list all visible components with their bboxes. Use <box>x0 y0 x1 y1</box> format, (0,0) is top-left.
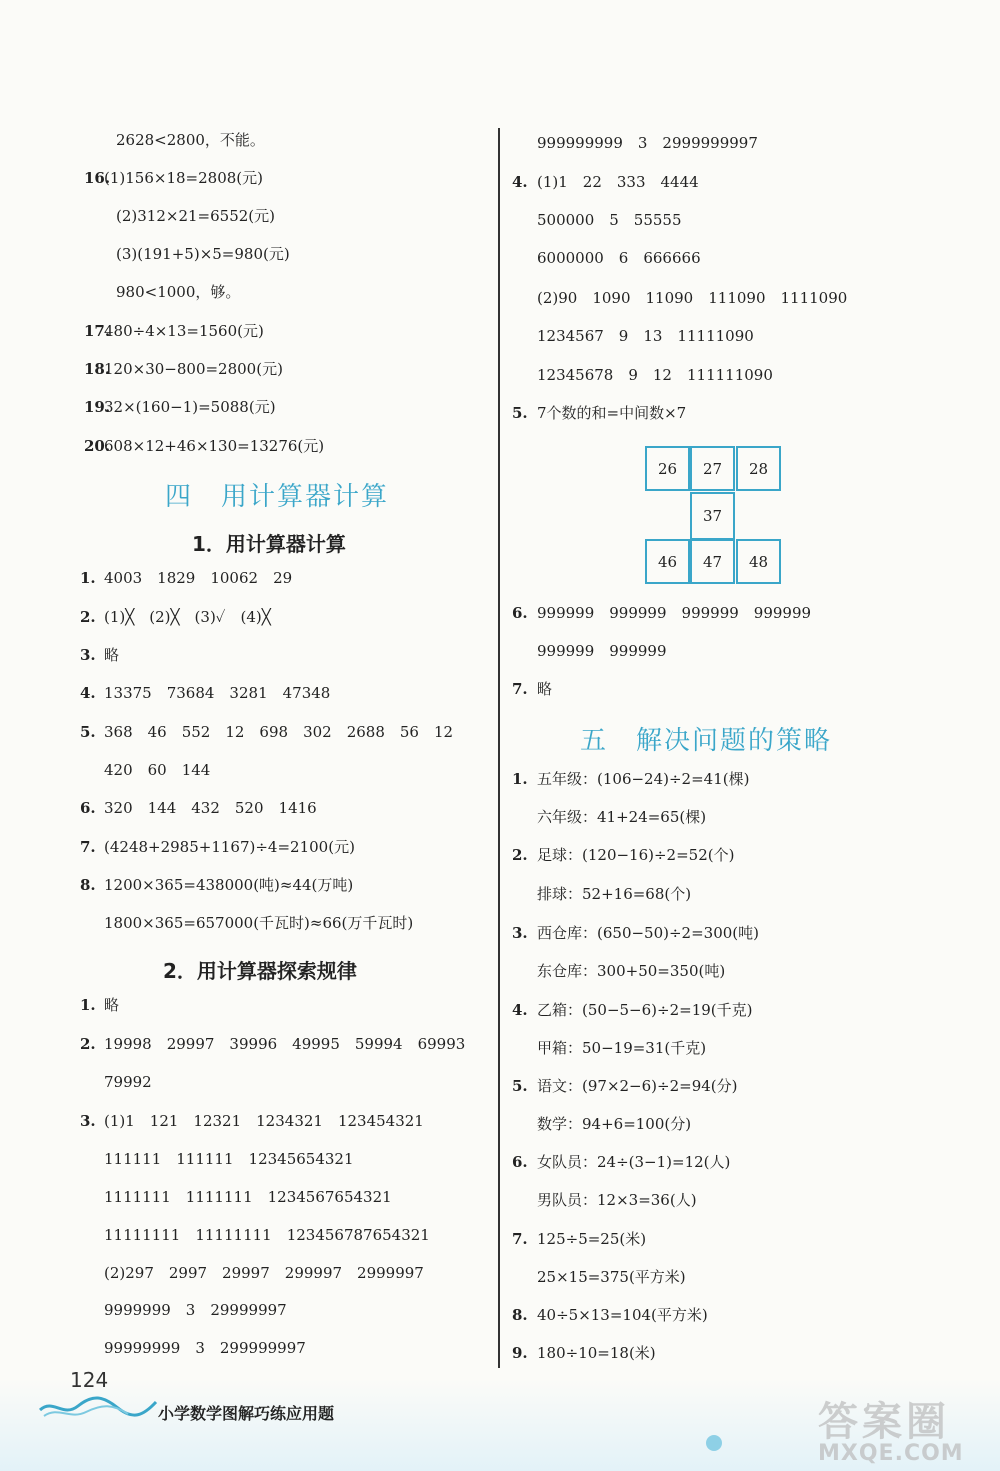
answer-text: 608×12+46×130=13276(元) <box>104 437 325 455</box>
grid-cell: 46 <box>645 539 690 584</box>
answer-text: 13375 73684 3281 47348 <box>104 684 331 702</box>
answer-text: 180÷10=18(米) <box>537 1344 656 1362</box>
answer-text: 99999999 3 299999997 <box>104 1339 306 1357</box>
answer-number: 5. <box>80 723 96 741</box>
answer-text: 排球：52+16=68(个) <box>537 885 692 903</box>
answer-text: 甲箱：50−19=31(千克) <box>537 1039 707 1057</box>
answer-text: 999999 999999 999999 999999 <box>537 604 812 622</box>
answer-text: 980<1000，够。 <box>116 283 241 301</box>
answer-text: 女队员：24÷(3−1)=12(人) <box>537 1153 731 1171</box>
answer-number: 6. <box>512 604 528 622</box>
answer-text: 79992 <box>104 1073 152 1091</box>
grid-cell: 27 <box>690 446 735 491</box>
answer-text: 12345678 9 12 111111090 <box>537 366 773 384</box>
answer-text: (1)1 22 333 4444 <box>537 173 699 191</box>
answer-number: 4. <box>80 684 96 702</box>
section-1-title: 1．用计算器计算 <box>192 532 346 556</box>
answer-text: 男队员：12×3=36(人) <box>537 1191 697 1209</box>
answer-text: 9999999 3 29999997 <box>104 1301 287 1319</box>
answer-number: 6. <box>512 1153 528 1171</box>
answer-text: (2)297 2997 29997 299997 2999997 <box>104 1264 424 1282</box>
chapter-4-title: 四 用计算器计算 <box>165 482 390 512</box>
answer-text: 略 <box>104 646 120 664</box>
answer-text: 32×(160−1)=5088(元) <box>104 398 276 416</box>
grid-cell: 47 <box>690 539 735 584</box>
watermark-url: MXQE.COM <box>818 1441 964 1466</box>
answer-number: 5. <box>512 404 528 422</box>
answer-text: 7个数的和=中间数×7 <box>537 404 687 422</box>
answer-number: 1. <box>80 996 96 1014</box>
answer-text: (2)312×21=6552(元) <box>116 207 275 225</box>
watermark-logo-text: 答案圈 <box>818 1399 950 1445</box>
answer-text: (1)156×18=2808(元) <box>104 169 263 187</box>
answer-text: 五年级：(106−24)÷2=41(棵) <box>537 770 750 788</box>
answer-number: 18. <box>84 360 111 378</box>
answer-text: 1800×365=657000(千瓦时)≈66(万千瓦时) <box>104 914 414 932</box>
section-2-title: 2．用计算器探索规律 <box>163 959 357 983</box>
answer-number: 2. <box>512 846 528 864</box>
watermark <box>818 1390 964 1466</box>
answer-text: 1200×365=438000(吨)≈44(万吨) <box>104 876 354 894</box>
answer-text: 足球：(120−16)÷2=52(个) <box>537 846 735 864</box>
decor-dot <box>706 1435 722 1451</box>
answer-number: 2. <box>80 1035 96 1053</box>
answer-number: 6. <box>80 799 96 817</box>
answer-text: (3)(191+5)×5=980(元) <box>116 245 290 263</box>
answer-text: 11111111 11111111 123456787654321 <box>104 1226 430 1244</box>
answer-number: 3. <box>80 646 96 664</box>
answer-text: (1)1 121 12321 1234321 123454321 <box>104 1112 424 1130</box>
answer-number: 9. <box>512 1344 528 1362</box>
answer-text: 2628<2800，不能。 <box>116 131 265 149</box>
answer-text: 25×15=375(平方米) <box>537 1268 686 1286</box>
answer-number: 8. <box>80 876 96 894</box>
answer-text: 999999999 3 2999999997 <box>537 134 758 152</box>
answer-number: 4. <box>512 173 528 191</box>
answer-number: 7. <box>512 1230 528 1248</box>
answer-number: 3. <box>512 924 528 942</box>
answer-text: 125÷5=25(米) <box>537 1230 647 1248</box>
answer-number: 5. <box>512 1077 528 1095</box>
answer-text: 19998 29997 39996 49995 59994 69993 <box>104 1035 466 1053</box>
chapter-5-title: 五 解决问题的策略 <box>580 726 833 756</box>
answer-text: 1111111 1111111 1234567654321 <box>104 1188 392 1206</box>
answer-text: 120×30−800=2800(元) <box>104 360 283 378</box>
column-divider <box>498 128 500 1368</box>
grid-cell: 37 <box>690 492 735 540</box>
page-number: 124 <box>70 1368 109 1392</box>
answer-text: 111111 111111 12345654321 <box>104 1150 354 1168</box>
answer-text: 320 144 432 520 1416 <box>104 799 317 817</box>
answer-number: 1. <box>512 770 528 788</box>
answer-text: 东仓库：300+50=350(吨) <box>537 962 726 980</box>
grid-cell: 26 <box>645 446 690 491</box>
answer-text: 数学：94+6=100(分) <box>537 1115 692 1133</box>
answer-number: 17. <box>84 322 111 340</box>
answer-number: 19. <box>84 398 111 416</box>
answer-text: 乙箱：(50−5−6)÷2=19(千克) <box>537 1001 753 1019</box>
answer-number: 7. <box>80 838 96 856</box>
answer-text: (2)90 1090 11090 111090 1111090 <box>537 289 848 307</box>
answer-number: 16. <box>84 169 111 187</box>
answer-text: 368 46 552 12 698 302 2688 56 12 <box>104 723 454 741</box>
answer-text: 略 <box>537 680 553 698</box>
answer-number: 7. <box>512 680 528 698</box>
answer-number: 20. <box>84 437 111 455</box>
answer-text: 语文：(97×2−6)÷2=94(分) <box>537 1077 738 1095</box>
answer-number: 1. <box>80 569 96 587</box>
answer-text: 999999 999999 <box>537 642 667 660</box>
wave-decoration-icon <box>38 1390 158 1420</box>
answer-text: 420 60 144 <box>104 761 211 779</box>
answer-text: 六年级：41+24=65(棵) <box>537 808 707 826</box>
answer-text: (4248+2985+1167)÷4=2100(元) <box>104 838 355 856</box>
answer-number: 3. <box>80 1112 96 1130</box>
answer-text: 6000000 6 666666 <box>537 249 701 267</box>
book-title: 小学数学图解巧练应用题 <box>158 1404 335 1423</box>
answer-text: 4003 1829 10062 29 <box>104 569 293 587</box>
grid-cell: 48 <box>736 539 781 584</box>
answer-text: 40÷5×13=104(平方米) <box>537 1306 708 1324</box>
answer-text: 1234567 9 13 11111090 <box>537 327 754 345</box>
answer-text: 略 <box>104 996 120 1014</box>
answer-number: 4. <box>512 1001 528 1019</box>
answer-text: 500000 5 55555 <box>537 211 682 229</box>
answer-text: 480÷4×13=1560(元) <box>104 322 264 340</box>
answer-number: 8. <box>512 1306 528 1324</box>
answer-text: (1)╳ (2)╳ (3)✓ (4)╳ <box>104 608 271 626</box>
grid-cell: 28 <box>736 446 781 491</box>
answer-number: 2. <box>80 608 96 626</box>
answer-text: 西仓库：(650−50)÷2=300(吨) <box>537 924 760 942</box>
